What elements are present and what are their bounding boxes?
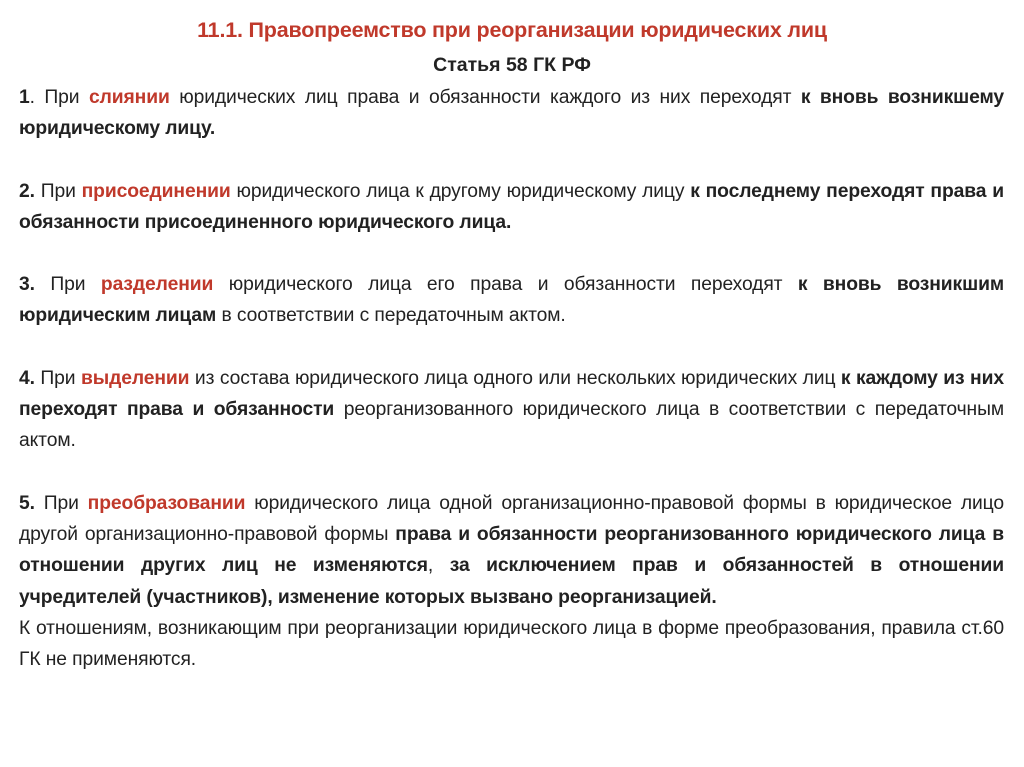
paragraph-text: юридического лица его права и обязанности переходят: [213, 274, 798, 296]
paragraph-emphasis: к вновь возникшим юридическим лицам: [19, 274, 1004, 327]
paragraph-emphasis: к каждому из них переходят права и обязанности: [19, 367, 1004, 421]
paragraph-text: юридического лица к другому юридическому лицу: [230, 180, 691, 202]
paragraph-spacer: [19, 457, 1004, 488]
reorganization-form-keyword: выделении: [80, 367, 190, 389]
paragraph-emphasis: за исключением прав и обязанностей в отношении учредителей (участников), изменение которых вызвано реорганизацией.: [19, 555, 1004, 608]
paragraph-text: При: [34, 274, 101, 296]
paragraph-text: ,: [427, 555, 450, 577]
slide-title: 11.1. Правопреемство при реорганизации юридических лиц: [197, 18, 827, 42]
paragraph-text: реорганизованного юридического лица в соответствии с передаточным актом.: [19, 399, 1004, 452]
paragraph-emphasis: к последнему переходят права и обязанности присоединенного юридического лица.: [19, 180, 1004, 233]
reorganization-form-keyword: разделении: [100, 274, 214, 296]
paragraph-2: [19, 176, 1004, 239]
paragraph-text: При: [34, 492, 88, 514]
paragraph-emphasis: к вновь возникшему юридическому лицу.: [19, 87, 1004, 140]
paragraph-4: [19, 363, 1004, 457]
paragraph-text: в соответствии с передаточным актом.: [216, 305, 566, 327]
paragraph-number: 5.: [19, 492, 35, 514]
paragraph-5: [19, 488, 1004, 613]
paragraph-6: [19, 613, 1004, 676]
reorganization-form-keyword: преобразовании: [87, 492, 246, 514]
paragraph-1: [19, 82, 1004, 145]
paragraph-3: [19, 269, 1004, 332]
paragraph-spacer: [19, 332, 1004, 363]
paragraph-text: При: [34, 367, 81, 389]
paragraph-number: 4.: [19, 367, 35, 389]
paragraph-text: . При: [29, 87, 89, 108]
paragraph-spacer: [19, 145, 1004, 176]
reorganization-form-keyword: присоединении: [81, 180, 231, 202]
paragraph-text: юридического лица одной организационно-правовой формы в юридическое лицо другой организационно-правовой формы: [19, 492, 1004, 545]
paragraph-number: 2.: [19, 180, 35, 202]
paragraph-text: юридических лиц права и обязанности каждого из них переходят: [169, 87, 801, 108]
paragraph-text: из состава юридического лица одного или нескольких юридических лиц: [189, 367, 841, 389]
reorganization-form-keyword: слиянии: [88, 87, 170, 108]
paragraph-number: 1: [19, 87, 30, 108]
slide-subtitle: Статья 58 ГК РФ: [433, 54, 591, 76]
paragraph-text: К отношениям, возникающим при реорганизации юридического лица в форме преобразования, правила ст.60 ГК не применяются.: [19, 617, 1004, 671]
paragraph-spacer: [19, 238, 1004, 269]
paragraph-text: При: [34, 180, 82, 202]
slide-body: [19, 82, 1004, 675]
paragraph-number: 3.: [19, 274, 35, 296]
paragraph-emphasis: права и обязанности реорганизованного юридического лица в отношении других лиц не изменяются: [19, 523, 1004, 577]
